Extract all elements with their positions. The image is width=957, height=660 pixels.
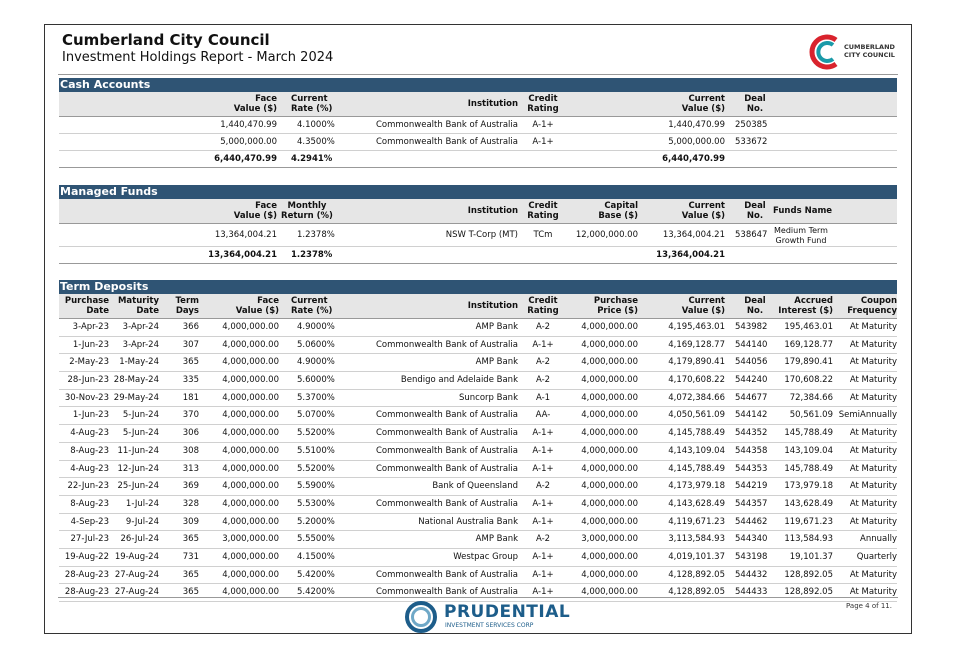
cell-accrued-interest: 170,608.22 [784, 375, 833, 386]
col-capital-base: Capital Base ($) [598, 201, 638, 221]
cell-coupon-frequency: At Maturity [849, 322, 897, 332]
cell-institution: Commonwealth Bank of Australia [375, 569, 518, 580]
cell-accrued-interest: 128,892.05 [784, 587, 833, 598]
cell-rate: 5.0700% [297, 410, 335, 421]
cell-current: 4,195,463.01 [668, 322, 725, 332]
cell-institution: Bendigo and Adelaide Bank [400, 375, 518, 386]
cell-maturity-date: 1-May-24 [119, 357, 159, 368]
cell-current: 3,113,584.93 [668, 534, 725, 545]
cell-purchase-date: 1-Jun-23 [72, 339, 109, 350]
cell-capital: 12,000,000.00 [575, 230, 638, 240]
cell-credit: A-2 [535, 357, 551, 368]
cell-return: 1.2378% [297, 230, 335, 240]
table-row [59, 584, 897, 602]
cell-purchase-price: 4,000,000.00 [581, 322, 638, 332]
cell-coupon-frequency: At Maturity [849, 392, 897, 403]
cell-term-days: 365 [182, 587, 199, 598]
cell-face: 4,000,000.00 [222, 375, 279, 386]
cumberland-logo-icon [808, 33, 844, 71]
cell-purchase-date: 30-Nov-23 [64, 392, 109, 403]
cell-fund-name: Medium Term Growth Fund [774, 226, 828, 245]
cell-institution: Westpac Group [453, 551, 518, 562]
cell-accrued-interest: 145,788.49 [784, 428, 833, 439]
cell-current: 4,050,561.09 [668, 410, 725, 421]
cell-purchase-price: 4,000,000.00 [581, 463, 638, 474]
cell-face: 4,000,000.00 [222, 339, 279, 350]
cell-credit: A-2 [535, 534, 551, 545]
cell-face: 4,000,000.00 [222, 445, 279, 456]
cell-institution: Commonwealth Bank of Australia [375, 410, 518, 421]
cell-purchase-date: 22-Jun-23 [67, 481, 109, 492]
cell-purchase-price: 4,000,000.00 [581, 428, 638, 439]
report-org-title: Cumberland City Council [62, 31, 270, 49]
cell-rate: 5.0600% [297, 339, 335, 350]
cell-coupon-frequency: At Maturity [849, 339, 897, 350]
cell-coupon-frequency: At Maturity [849, 569, 897, 580]
table-row [59, 514, 897, 532]
cell-face: 4,000,000.00 [222, 410, 279, 421]
cell-current: 4,072,384.66 [668, 392, 725, 403]
managed-total-return: 1.2378% [291, 250, 333, 260]
col-current-value: Current Value ($) [681, 201, 725, 221]
cash-accounts-total-row [59, 151, 897, 168]
cell-purchase-date: 28-Jun-23 [67, 375, 109, 386]
cell-maturity-date: 3-Apr-24 [122, 339, 159, 350]
col-face-value: Face Value ($) [233, 201, 277, 221]
cell-term-days: 731 [182, 551, 199, 562]
table-row [59, 443, 897, 461]
cell-institution: Commonwealth Bank of Australia [375, 339, 518, 350]
cell-face: 1,440,470.99 [220, 120, 277, 130]
col-funds-name: Funds Name [773, 206, 833, 216]
cell-term-days: 309 [182, 516, 199, 527]
cell-face: 3,000,000.00 [222, 534, 279, 545]
cell-maturity-date: 3-Apr-24 [122, 322, 159, 332]
cell-deal: 533672 [735, 137, 768, 147]
cell-purchase-date: 4-Sep-23 [70, 516, 109, 527]
col-institution: Institution [467, 301, 518, 311]
cash-accounts-section [59, 78, 897, 168]
cell-institution: Commonwealth Bank of Australia [375, 463, 518, 474]
cell-credit: A-2 [535, 481, 551, 492]
cell-accrued-interest: 50,561.09 [789, 410, 833, 421]
cell-rate: 4.9000% [297, 322, 335, 332]
cell-deal: 544240 [735, 375, 768, 386]
table-row [59, 531, 897, 549]
cell-face: 4,000,000.00 [222, 463, 279, 474]
cell-term-days: 370 [182, 410, 199, 421]
cell-institution: AMP Bank [475, 357, 518, 368]
cell-current: 4,170,608.22 [668, 375, 725, 386]
cell-credit: A-1+ [532, 587, 554, 598]
cell-credit: A-1+ [532, 569, 554, 580]
cell-accrued-interest: 119,671.23 [784, 516, 833, 527]
cell-accrued-interest: 19,101.37 [789, 551, 833, 562]
cell-institution: Commonwealth Bank of Australia [375, 445, 518, 456]
cell-credit: A-1+ [532, 516, 554, 527]
cell-current: 4,143,109.04 [668, 445, 725, 456]
cell-current: 4,169,128.77 [668, 339, 725, 350]
cell-purchase-price: 3,000,000.00 [581, 534, 638, 545]
cell-purchase-price: 4,000,000.00 [581, 498, 638, 509]
cell-deal: 544142 [735, 410, 768, 421]
cell-coupon-frequency: At Maturity [849, 375, 897, 386]
cell-institution: National Australia Bank [418, 516, 518, 527]
cell-purchase-price: 4,000,000.00 [581, 587, 638, 598]
col-credit-rating: Credit Rating [527, 296, 559, 316]
cell-term-days: 369 [182, 481, 199, 492]
cell-deal: 544352 [735, 428, 768, 439]
cell-purchase-date: 1-Jun-23 [72, 410, 109, 421]
prudential-logo [404, 601, 571, 633]
cell-current: 4,145,788.49 [668, 428, 725, 439]
cell-accrued-interest: 143,109.04 [784, 445, 833, 456]
cell-accrued-interest: 113,584.93 [784, 534, 833, 545]
cell-deal: 544432 [735, 569, 768, 580]
cell-purchase-date: 4-Aug-23 [70, 428, 109, 439]
cell-maturity-date: 9-Jul-24 [125, 516, 159, 527]
cell-maturity-date: 5-Jun-24 [122, 410, 159, 421]
prudential-brand: PRUDENTIAL [444, 602, 571, 622]
cell-term-days: 366 [182, 322, 199, 332]
cell-purchase-date: 28-Aug-23 [64, 587, 109, 598]
cell-purchase-price: 4,000,000.00 [581, 569, 638, 580]
cell-face: 4,000,000.00 [222, 392, 279, 403]
table-row [59, 134, 897, 151]
cell-purchase-price: 4,000,000.00 [581, 339, 638, 350]
cell-rate: 5.5200% [297, 428, 335, 439]
table-row [59, 407, 897, 425]
table-row [59, 461, 897, 479]
prudential-brand-sub: INVESTMENT SERVICES CORP [445, 622, 534, 629]
cell-term-days: 307 [182, 339, 199, 350]
cell-maturity-date: 19-Aug-24 [114, 551, 159, 562]
cell-accrued-interest: 173,979.18 [784, 481, 833, 492]
cell-term-days: 308 [182, 445, 199, 456]
cell-credit: A-1+ [532, 498, 554, 509]
managed-funds-header-row [59, 199, 897, 224]
cell-credit: A-1+ [532, 428, 554, 439]
cell-rate: 4.9000% [297, 357, 335, 368]
cell-credit: A-1+ [532, 551, 554, 562]
page-number: Page 4 of 11. [846, 602, 892, 610]
cell-face: 4,000,000.00 [222, 481, 279, 492]
cell-coupon-frequency: At Maturity [849, 498, 897, 509]
cell-deal: 544353 [735, 463, 768, 474]
cell-purchase-date: 19-Aug-22 [64, 551, 109, 562]
col-institution: Institution [467, 206, 518, 216]
col-maturity-date: Maturity Date [117, 296, 159, 316]
cell-face: 4,000,000.00 [222, 569, 279, 580]
col-current-value: Current Value ($) [681, 94, 725, 114]
cell-credit: A-1+ [532, 445, 554, 456]
col-purchase-price: Purchase Price ($) [593, 296, 638, 316]
cell-deal: 544219 [735, 481, 768, 492]
cell-purchase-date: 27-Jul-23 [70, 534, 109, 545]
cell-deal: 250385 [735, 120, 768, 130]
col-deal-no: Deal No. [744, 296, 766, 316]
cell-current: 4,143,628.49 [668, 498, 725, 509]
cell-current: 4,128,892.05 [668, 587, 725, 598]
col-credit-rating: Credit Rating [527, 94, 559, 114]
cell-maturity-date: 12-Jun-24 [117, 463, 159, 474]
managed-funds-heading: Managed Funds [59, 185, 897, 199]
cell-maturity-date: 27-Aug-24 [114, 569, 159, 580]
cell-current: 4,128,892.05 [668, 569, 725, 580]
cell-coupon-frequency: At Maturity [849, 481, 897, 492]
cell-purchase-price: 4,000,000.00 [581, 357, 638, 368]
table-row [59, 337, 897, 355]
cell-maturity-date: 1-Jul-24 [125, 498, 159, 509]
cell-credit: A-2 [535, 375, 551, 386]
cell-face: 4,000,000.00 [222, 516, 279, 527]
cell-coupon-frequency: At Maturity [849, 428, 897, 439]
cell-coupon-frequency: At Maturity [849, 587, 897, 598]
cell-purchase-price: 4,000,000.00 [581, 516, 638, 527]
cell-deal: 544358 [735, 445, 768, 456]
cell-credit: A-1+ [532, 463, 554, 474]
table-row [59, 567, 897, 585]
cell-accrued-interest: 72,384.66 [789, 392, 833, 403]
table-row [59, 425, 897, 443]
cell-face: 4,000,000.00 [222, 357, 279, 368]
cumberland-logo [808, 33, 898, 71]
cell-current: 4,145,788.49 [668, 463, 725, 474]
cell-current: 4,179,890.41 [668, 357, 725, 368]
table-row [59, 117, 897, 134]
cell-rate: 5.5900% [297, 481, 335, 492]
cell-institution: AMP Bank [475, 322, 518, 332]
cell-term-days: 313 [182, 463, 199, 474]
cell-credit: A-1 [535, 392, 551, 403]
cash-total-face: 6,440,470.99 [214, 154, 277, 164]
cell-deal: 544433 [735, 587, 768, 598]
cell-purchase-price: 4,000,000.00 [581, 445, 638, 456]
cell-term-days: 306 [182, 428, 199, 439]
col-current-rate: Current Rate (%) [291, 94, 333, 114]
cell-purchase-date: 8-Aug-23 [70, 498, 109, 509]
cell-institution: NSW T-Corp (MT) [445, 230, 518, 240]
cell-face: 4,000,000.00 [222, 322, 279, 332]
col-deal-no: Deal No. [744, 201, 766, 221]
table-row [59, 372, 897, 390]
cell-current: 1,440,470.99 [668, 120, 725, 130]
cell-face: 4,000,000.00 [222, 498, 279, 509]
cell-deal: 544357 [735, 498, 768, 509]
cell-rate: 4.1000% [297, 120, 335, 130]
cell-coupon-frequency: At Maturity [849, 516, 897, 527]
cell-face: 5,000,000.00 [220, 137, 277, 147]
cell-deal: 544140 [735, 339, 768, 350]
cell-purchase-date: 28-Aug-23 [64, 569, 109, 580]
cell-maturity-date: 26-Jul-24 [120, 534, 159, 545]
cell-accrued-interest: 145,788.49 [784, 463, 833, 474]
cell-current: 5,000,000.00 [668, 137, 725, 147]
cell-accrued-interest: 195,463.01 [784, 322, 833, 332]
cash-total-rate: 4.2941% [291, 154, 333, 164]
cell-maturity-date: 11-Jun-24 [117, 445, 159, 456]
cell-term-days: 365 [182, 357, 199, 368]
cell-rate: 5.5200% [297, 463, 335, 474]
cell-purchase-date: 2-May-23 [69, 357, 109, 368]
cell-current: 13,364,004.21 [662, 230, 725, 240]
managed-funds-total-row [59, 247, 897, 264]
col-monthly-return: Monthly Return (%) [281, 201, 333, 221]
col-current-rate: Current Rate (%) [291, 296, 333, 316]
cell-deal: 544677 [735, 392, 768, 403]
cell-institution: Commonwealth Bank of Australia [375, 428, 518, 439]
cash-accounts-heading: Cash Accounts [59, 78, 897, 92]
cell-accrued-interest: 179,890.41 [784, 357, 833, 368]
cell-deal: 544056 [735, 357, 768, 368]
cell-coupon-frequency: SemiAnnually [838, 410, 897, 421]
table-row [59, 496, 897, 514]
cell-current: 4,019,101.37 [668, 551, 725, 562]
cell-current: 4,173,979.18 [668, 481, 725, 492]
cell-term-days: 335 [182, 375, 199, 386]
table-row [59, 390, 897, 408]
cell-coupon-frequency: At Maturity [849, 463, 897, 474]
col-credit-rating: Credit Rating [527, 201, 559, 221]
cell-maturity-date: 5-Jun-24 [122, 428, 159, 439]
cell-maturity-date: 25-Jun-24 [117, 481, 159, 492]
cell-coupon-frequency: Annually [860, 534, 897, 545]
cell-rate: 5.3700% [297, 392, 335, 403]
cell-institution: Commonwealth Bank of Australia [375, 137, 518, 147]
cell-purchase-date: 3-Apr-23 [72, 322, 109, 332]
cell-deal: 538647 [735, 230, 768, 240]
cell-face: 4,000,000.00 [222, 551, 279, 562]
logo-line-2: CITY COUNCIL [844, 51, 895, 59]
col-current-value: Current Value ($) [681, 296, 725, 316]
table-row [59, 354, 897, 372]
cash-accounts-header-row [59, 92, 897, 117]
cell-coupon-frequency: At Maturity [849, 357, 897, 368]
term-deposits-header-row [59, 294, 897, 319]
cell-institution: Suncorp Bank [459, 392, 518, 403]
cell-institution: AMP Bank [475, 534, 518, 545]
cell-purchase-date: 8-Aug-23 [70, 445, 109, 456]
managed-funds-section [59, 185, 897, 264]
managed-total-face: 13,364,004.21 [208, 250, 277, 260]
cell-purchase-price: 4,000,000.00 [581, 375, 638, 386]
cell-current: 4,119,671.23 [668, 516, 725, 527]
cell-institution: Bank of Queensland [432, 481, 518, 492]
term-deposits-heading: Term Deposits [59, 280, 897, 294]
cell-coupon-frequency: At Maturity [849, 445, 897, 456]
cell-maturity-date: 29-May-24 [113, 392, 159, 403]
logo-line-1: CUMBERLAND [844, 43, 895, 51]
cell-deal: 543982 [735, 322, 768, 332]
cell-face: 4,000,000.00 [222, 587, 279, 598]
table-row [59, 549, 897, 567]
cell-maturity-date: 27-Aug-24 [114, 587, 159, 598]
col-deal-no: Deal No. [744, 94, 766, 114]
col-term-days: Term Days [175, 296, 199, 316]
report-subtitle: Investment Holdings Report - March 2024 [62, 50, 334, 65]
cell-term-days: 365 [182, 569, 199, 580]
cell-credit: A-1+ [532, 339, 554, 350]
col-face-value: Face Value ($) [233, 94, 277, 114]
cell-rate: 4.3500% [297, 137, 335, 147]
cell-institution: Commonwealth Bank of Australia [375, 587, 518, 598]
cell-credit: A-1+ [532, 137, 554, 147]
cell-credit: AA- [535, 410, 551, 421]
col-purchase-date: Purchase Date [64, 296, 109, 316]
col-accrued-interest: Accrued Interest ($) [778, 296, 833, 316]
table-row [59, 224, 897, 247]
cell-rate: 5.5100% [297, 445, 335, 456]
cell-credit: A-2 [535, 322, 551, 332]
cell-accrued-interest: 169,128.77 [784, 339, 833, 350]
cell-purchase-price: 4,000,000.00 [581, 551, 638, 562]
cell-purchase-price: 4,000,000.00 [581, 392, 638, 403]
cell-credit: TCm [533, 230, 553, 240]
table-row [59, 478, 897, 496]
cell-institution: Commonwealth Bank of Australia [375, 498, 518, 509]
cell-purchase-price: 4,000,000.00 [581, 410, 638, 421]
cell-rate: 5.4200% [297, 569, 335, 580]
cell-maturity-date: 28-May-24 [113, 375, 159, 386]
term-deposits-section [59, 280, 897, 602]
footer-divider [58, 597, 898, 598]
col-coupon-frequency: Coupon Frequency [847, 296, 897, 316]
cell-rate: 5.4200% [297, 587, 335, 598]
cell-institution: Commonwealth Bank of Australia [375, 120, 518, 130]
cell-term-days: 181 [182, 392, 199, 403]
cell-rate: 5.6000% [297, 375, 335, 386]
header-divider [58, 74, 898, 75]
cell-face: 13,364,004.21 [214, 230, 277, 240]
cell-term-days: 328 [182, 498, 199, 509]
managed-total-current: 13,364,004.21 [656, 250, 725, 260]
cell-term-days: 365 [182, 534, 199, 545]
cash-total-current: 6,440,470.99 [662, 154, 725, 164]
cell-credit: A-1+ [532, 120, 554, 130]
cell-coupon-frequency: Quarterly [856, 551, 897, 562]
col-face-value: Face Value ($) [235, 296, 279, 316]
cell-face: 4,000,000.00 [222, 428, 279, 439]
col-institution: Institution [467, 99, 518, 109]
cell-rate: 5.2000% [297, 516, 335, 527]
table-row [59, 319, 897, 337]
cell-rate: 4.1500% [297, 551, 335, 562]
prudential-logo-icon [404, 601, 438, 633]
cell-accrued-interest: 128,892.05 [784, 569, 833, 580]
cell-purchase-price: 4,000,000.00 [581, 481, 638, 492]
cell-purchase-date: 4-Aug-23 [70, 463, 109, 474]
cell-rate: 5.5300% [297, 498, 335, 509]
cell-deal: 544462 [735, 516, 768, 527]
cell-rate: 5.5500% [297, 534, 335, 545]
cell-deal: 544340 [735, 534, 768, 545]
cumberland-logo-text [844, 43, 895, 59]
cell-deal: 543198 [735, 551, 768, 562]
cell-accrued-interest: 143,628.49 [784, 498, 833, 509]
